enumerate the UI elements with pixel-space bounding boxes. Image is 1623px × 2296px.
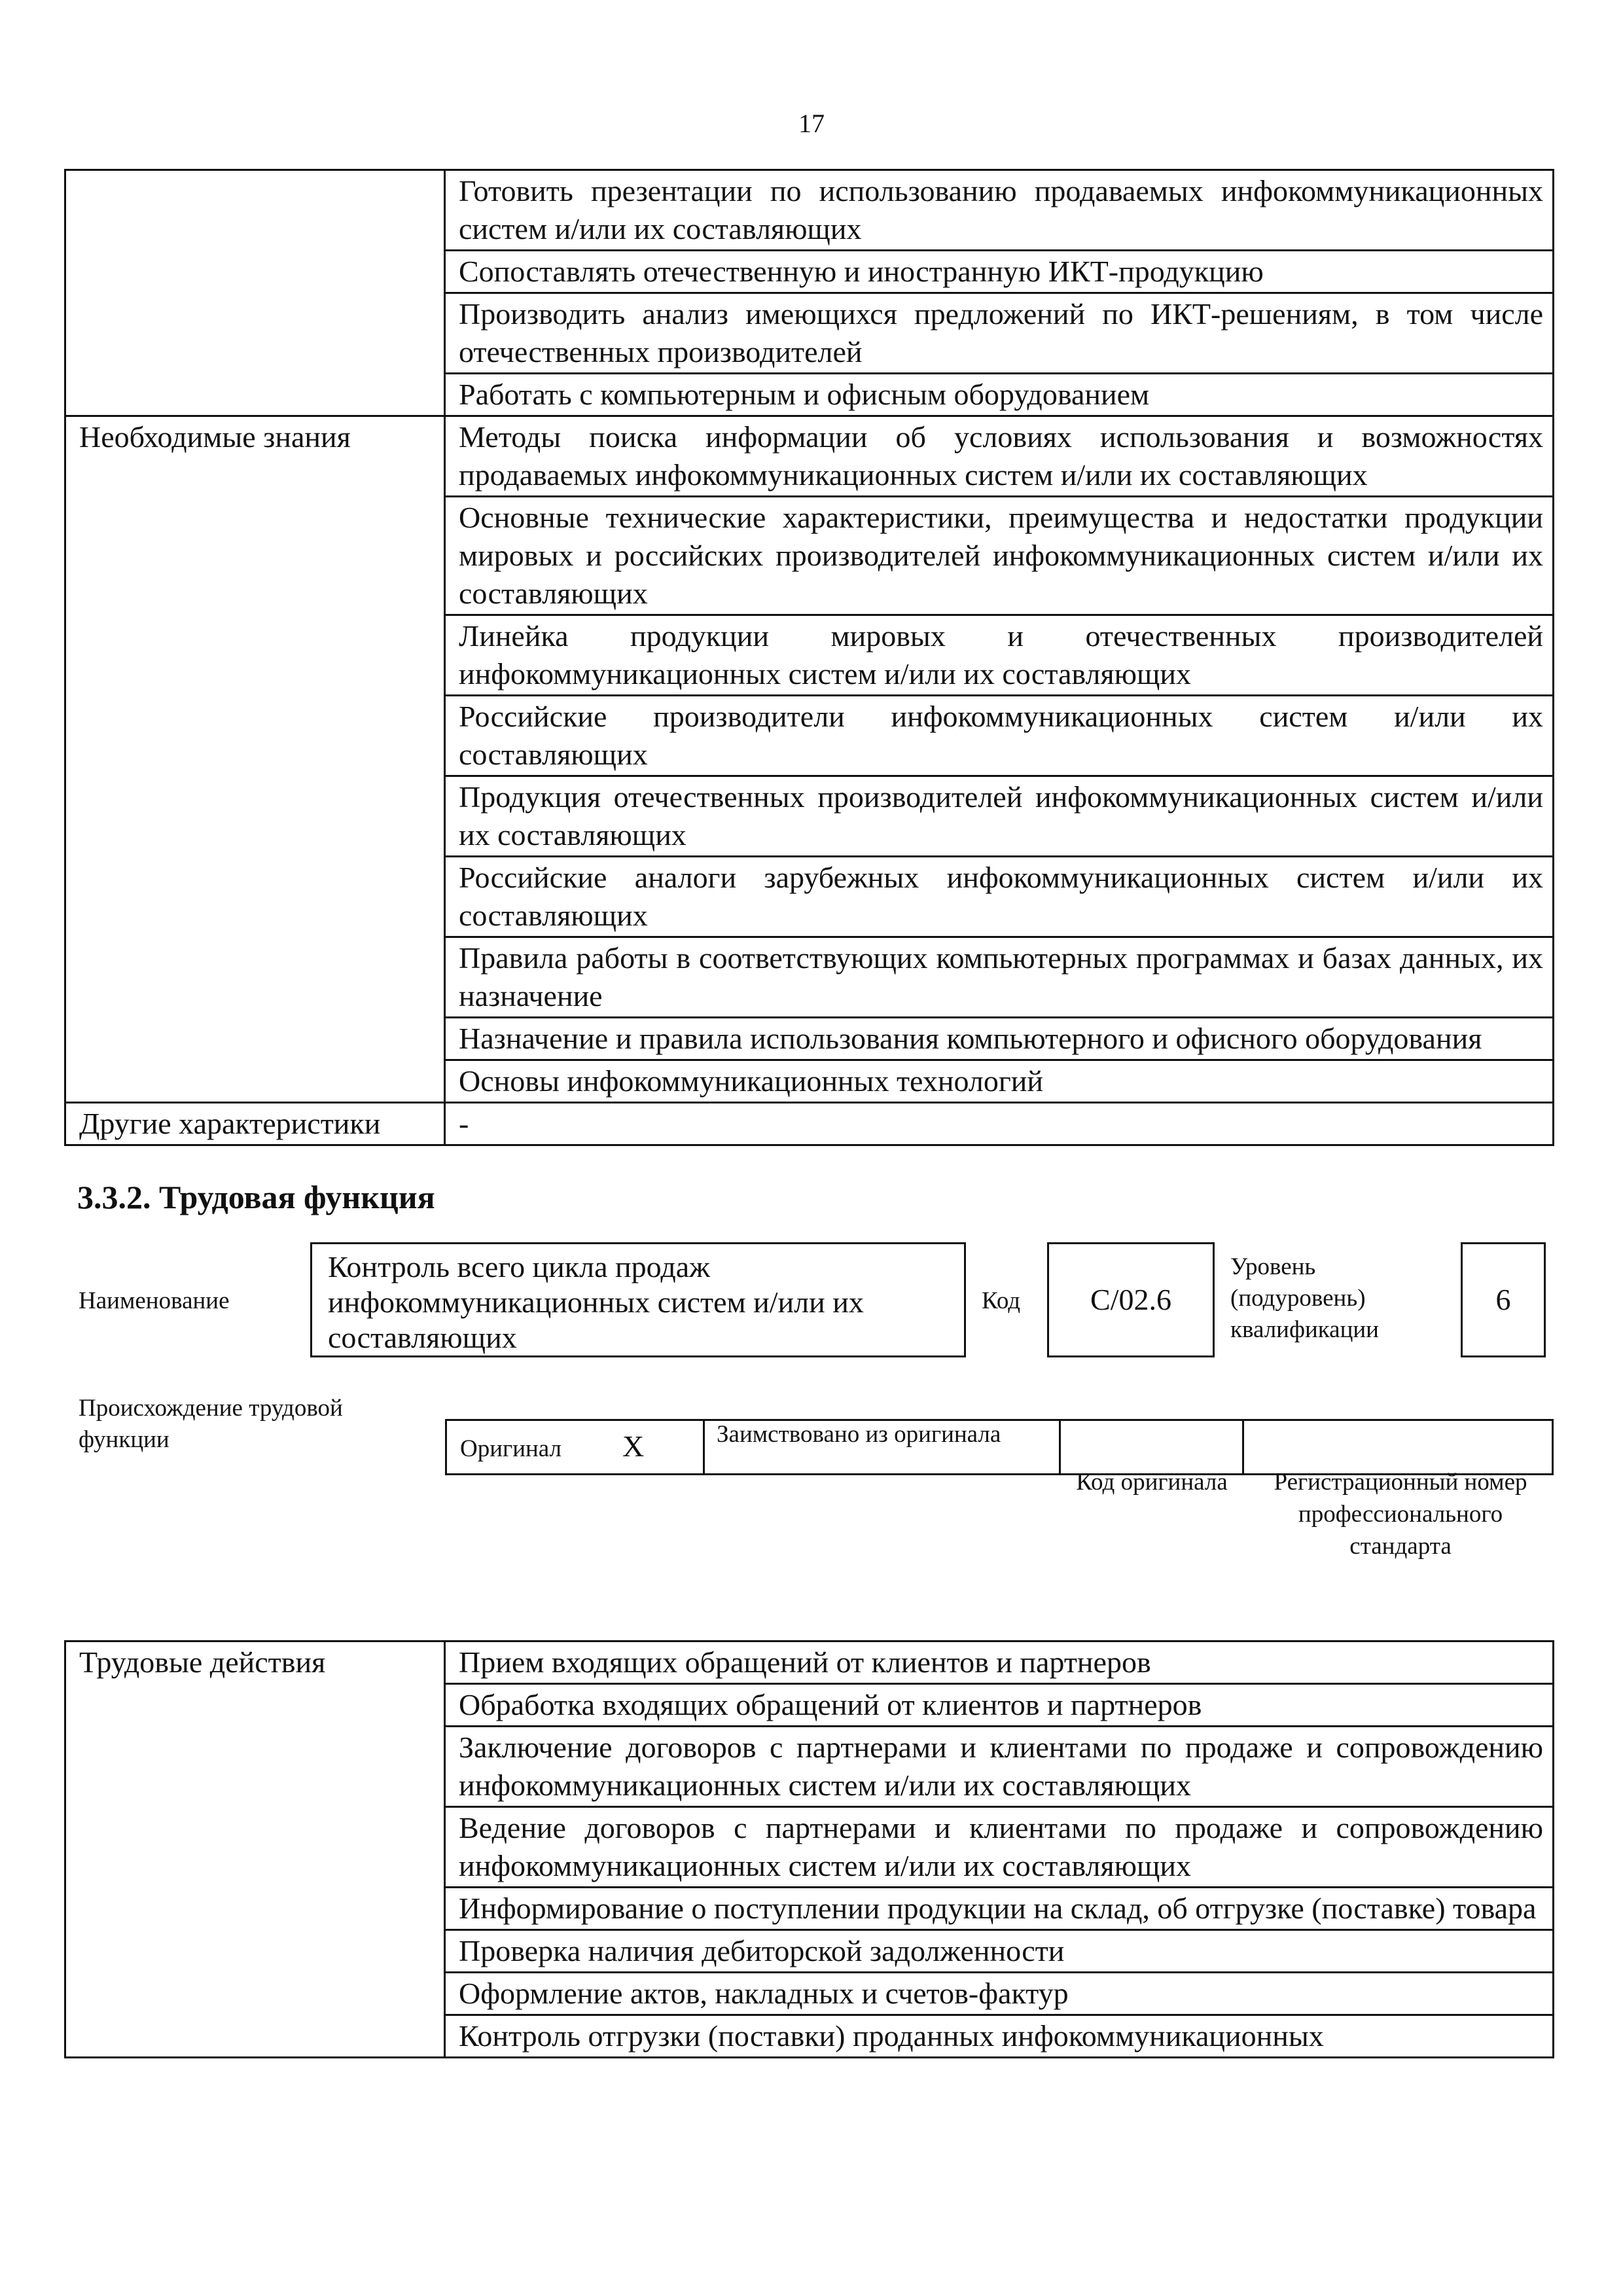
labour-actions-label: Трудовые действия — [65, 1641, 445, 2058]
knowledge-item: Линейка продукции мировых и отечественных производителей инфокоммуникационных систем и/или их составляющих — [445, 615, 1554, 696]
name-label: Наименование — [79, 1287, 230, 1314]
action-item: Проверка наличия дебиторской задолженности — [445, 1930, 1554, 1973]
table-row — [65, 1103, 1554, 1145]
table-row — [65, 1641, 1554, 1684]
knowledge-item: Правила работы в соответствующих компьютерных программах и базах данных, их назначение — [445, 937, 1554, 1018]
action-item: Информирование о поступлении продукции на склад, об отгрузке (поставке) товара — [445, 1888, 1554, 1930]
other-characteristics-label: Другие характеристики — [65, 1103, 445, 1145]
level-value: 6 — [1495, 1283, 1511, 1316]
action-item: Прием входящих обращений от клиентов и партнеров — [445, 1641, 1554, 1684]
action-item: Заключение договоров с партнерами и клиентами по продаже и сопровождению инфокоммуникационных систем и/или их составляющих — [445, 1727, 1554, 1807]
knowledge-item: Назначение и правила использования компьютерного и офисного оборудования — [445, 1018, 1554, 1060]
code-box — [1047, 1242, 1215, 1357]
action-item: Ведение договоров с партнерами и клиентами по продаже и сопровождению инфокоммуникационных систем и/или их составляющих — [445, 1807, 1554, 1888]
table-row — [65, 170, 1554, 251]
action-item: Контроль отгрузки (поставки) проданных инфокоммуникационных — [445, 2015, 1554, 2058]
knowledge-item: Методы поиска информации об условиях использования и возможностях продаваемых инфокоммуникационных систем и/или их составляющих — [445, 416, 1554, 497]
original-cell — [447, 1421, 705, 1473]
skill-item: Производить анализ имеющихся предложений по ИКТ-решениям, в том числе отечественных производителей — [445, 293, 1554, 374]
requirements-table — [64, 169, 1554, 1146]
code-value: C/02.6 — [1090, 1283, 1171, 1316]
reg-number-caption: Регистрационный номер профессионального стандарта — [1274, 1469, 1527, 1560]
level-box — [1461, 1242, 1546, 1357]
knowledge-item: Продукция отечественных производителей инфокоммуникационных систем и/или их составляющих — [445, 776, 1554, 857]
origin-label: Происхождение трудовой функции — [79, 1395, 343, 1453]
skill-item: Работать с компьютерным и офисным оборудованием — [445, 374, 1554, 416]
action-item: Оформление актов, накладных и счетов-фактур — [445, 1973, 1554, 2015]
original-mark: X — [622, 1429, 645, 1463]
level-label: Уровень (подуровень) квалификации — [1230, 1253, 1379, 1343]
labour-actions-table — [64, 1640, 1554, 2058]
knowledge-item: Основы инфокоммуникационных технологий — [445, 1060, 1554, 1103]
borrowed-label: Заимствовано из оригинала — [717, 1421, 1001, 1448]
original-label: Оригинал — [460, 1435, 562, 1462]
skill-item: Сопоставлять отечественную и иностранную ИКТ-продукцию — [445, 251, 1554, 293]
knowledge-item: Основные технические характеристики, преимущества и недостатки продукции мировых и российских производителей инфокоммуникационных систем и/или их составляющих — [445, 497, 1554, 615]
borrowed-cell — [705, 1421, 1061, 1473]
reg-number-cell — [1244, 1421, 1552, 1473]
code-original-cell — [1061, 1421, 1244, 1473]
knowledge-item: Российские аналоги зарубежных инфокоммуникационных систем и/или их составляющих — [445, 857, 1554, 937]
skill-item: Готовить презентации по использованию продаваемых инфокоммуникационных систем и/или их составляющих — [445, 170, 1554, 251]
action-item: Обработка входящих обращений от клиентов и партнеров — [445, 1684, 1554, 1727]
section-heading: 3.3.2. Трудовая функция — [77, 1179, 435, 1215]
name-box — [310, 1242, 966, 1357]
knowledge-label: Необходимые знания — [65, 416, 445, 1103]
code-label: Код — [982, 1287, 1021, 1314]
other-characteristics-value: - — [445, 1103, 1554, 1145]
code-original-caption: Код оригинала — [1076, 1469, 1228, 1496]
page-number: 17 — [798, 109, 825, 138]
skills-label-cell — [65, 170, 445, 416]
table-row — [65, 416, 1554, 497]
knowledge-item: Российские производители инфокоммуникационных систем и/или их составляющих — [445, 696, 1554, 776]
name-value: Контроль всего цикла продаж инфокоммуникационных систем и/или их составляющих — [328, 1250, 864, 1354]
